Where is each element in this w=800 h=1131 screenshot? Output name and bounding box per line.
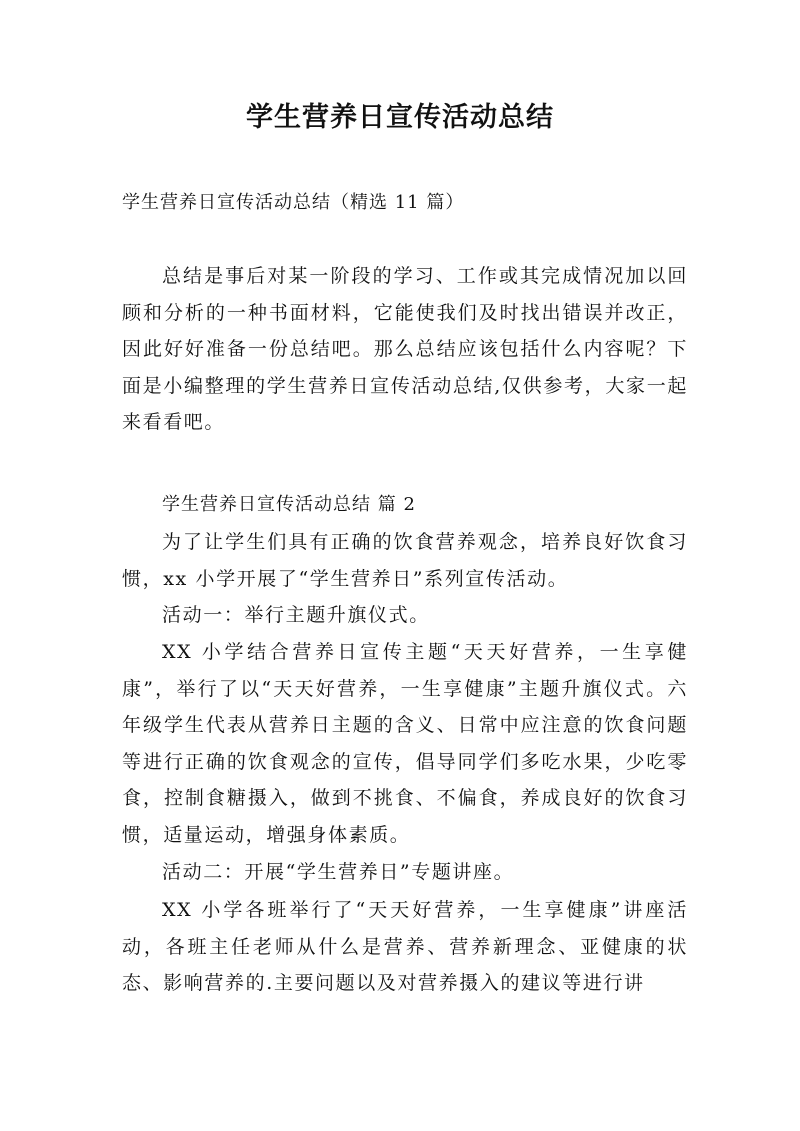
body-paragraph-2: XX 小学结合营养日宣传主题“天天好营养，一生享健康”，举行了以“天天好营养，一生享健康”主题升旗仪式。六年级学生代表从营养日主题的含义、日常中应注意的饮食问题等进行正确的饮食观念的宣传，倡导同学们多吃水果，少吃零食，控制食糖摄入，做到不挑食、不偏食，养成良好的饮食习惯，适量运动，增强身体素质。 — [122, 641, 688, 846]
body-paragraph-1: 为了让学生们具有正确的饮食营养观念，培养良好饮食习惯，xx 小学开展了“学生营养日”系列宣传活动。 — [122, 531, 688, 590]
activity-2-heading: 活动二：开展“学生营养日”专题讲座。 — [162, 861, 515, 883]
intro-paragraph: 总结是事后对某一阶段的学习、工作或其完成情况加以回顾和分析的一种书面材料，它能使我们及时找出错误并改正，因此好好准备一份总结吧。那么总结应该包括什么内容呢？下面是小编整理的学生营养日宣传活动总结,仅供参考，大家一起来看看吧。 — [122, 265, 688, 434]
document-title: 学生营养日宣传活动总结 — [246, 102, 554, 133]
section-heading: 学生营养日宣传活动总结 篇 2 — [162, 494, 416, 515]
body-paragraph-3: XX 小学各班举行了“天天好营养，一生享健康”讲座活动，各班主任老师从什么是营养、营养新理念、亚健康的状态、影响营养的.主要问题以及对营养摄入的建议等进行讲 — [122, 899, 688, 995]
activity-1-heading: 活动一：举行主题升旗仪式。 — [162, 604, 430, 626]
document-subtitle: 学生营养日宣传活动总结（精选 11 篇） — [122, 192, 465, 213]
